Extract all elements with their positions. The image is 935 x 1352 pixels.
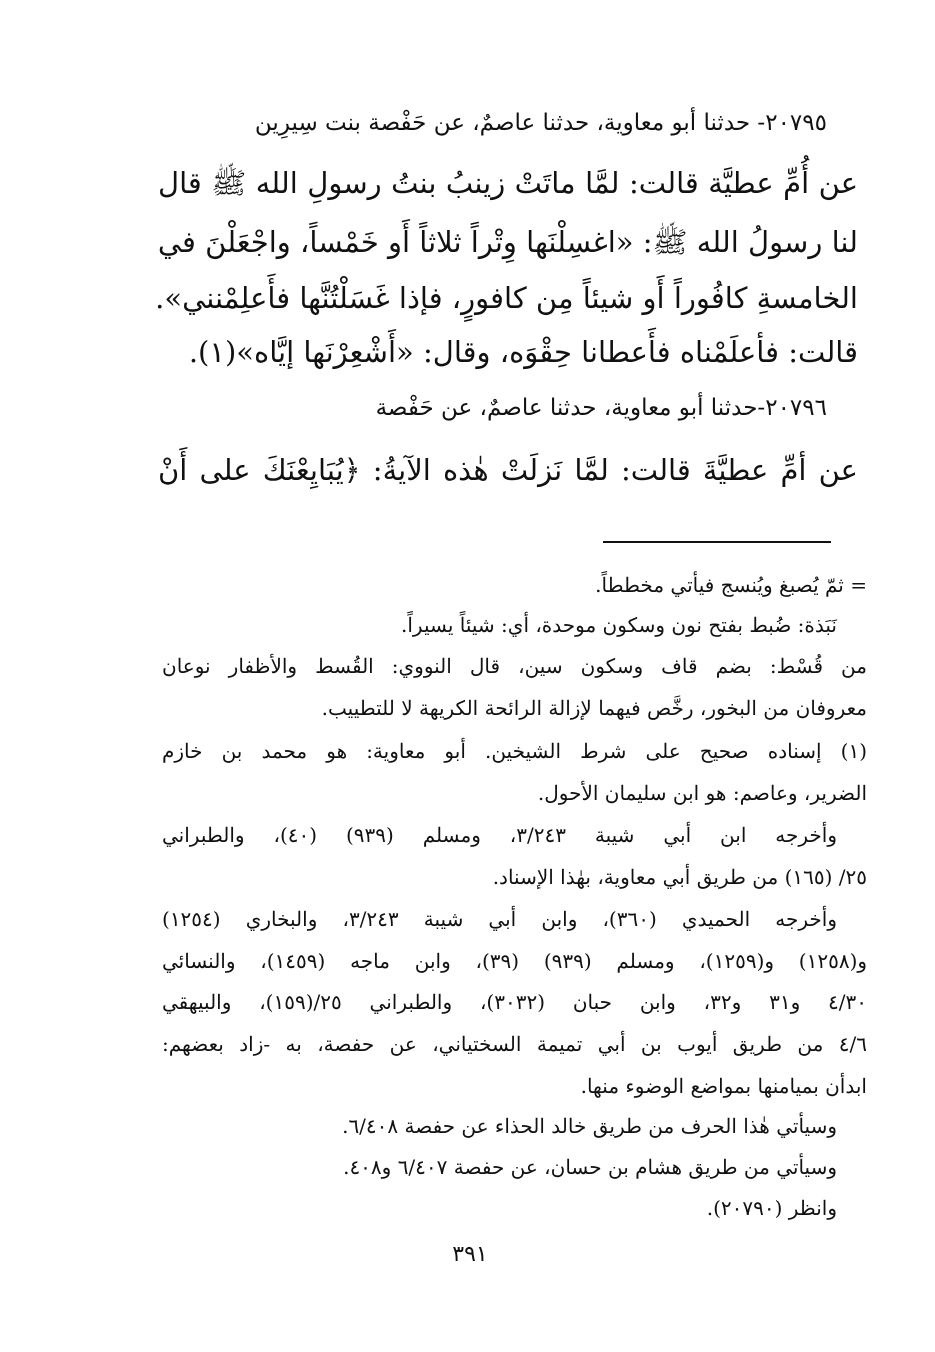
footnote-line-2: نَبَذة: ضُبط بفتح نون وسكون موحدة، أي: شيئاً يسيراً. (401, 613, 837, 637)
hadith-20795-line-2: لنا رسولُ الله ﷺ: «اغسِلْنَها وِتْراً ثلاثاً أَو خَمْساً، واجْعَلْنَ في (157, 225, 858, 259)
hadith-20795-line-1: عن أُمِّ عطيَّة قالت: لمَّا ماتَتْ زينبُ بنتُ رسولِ الله ﷺ قال (158, 166, 858, 200)
footnote-line-6: الضرير، وعاصم: هو ابن سليمان الأحول. (537, 781, 867, 805)
footnote-line-9: وأخرجه الحميدي (٣٦٠)، وابن أبي شيبة ٣/٢٤٣، والبخاري (١٢٥٤) (162, 907, 837, 931)
footnote-line-12: ٤/٦ من طريق أيوب بن أبي تميمة السختياني، عن حفصة، به -زاد بعضهم: (162, 1032, 867, 1056)
footnote-line-8: ٢٥/ (١٦٥) من طريق أبي معاوية، بهٰذا الإسناد. (492, 865, 867, 889)
footnote-line-1: = ثمّ يُصبغ ويُنسج فيأتي مخططاً. (595, 573, 867, 597)
footnote-line-16: وانظر (٢٠٧٩٠). (706, 1196, 837, 1220)
footnote-line-14: وسيأتي هٰذا الحرف من طريق خالد الحذاء عن حفصة ٦/٤٠٨. (342, 1114, 837, 1138)
hadith-20795-line-4: قالت: فأعلَمْناه فأَعطانا حِقْوَه، وقال: «أَشْعِرْنَها إيَّاه»(١). (188, 335, 858, 369)
footnote-line-4: معروفان من البخور، رخَّص فيهما لإزالة الرائحة الكريهة لا للتطييب. (321, 696, 867, 720)
footnote-line-13: ابدأن بميامنها بمواضع الوضوء منها. (580, 1074, 867, 1098)
hadith-20795-line-3: الخامسةِ كافُوراً أَو شيئاً مِن كافورٍ، فإذا غَسَلْتُنَّها فأَعلِمْنني». (155, 281, 858, 315)
footnote-line-15: وسيأتي من طريق هشام بن حسان، عن حفصة ٦/٤٠٧ و٤٠٨. (343, 1155, 837, 1179)
page-number: ٣٩١ (452, 1242, 488, 1267)
hadith-20795-chain: ٢٠٧٩٥- حدثنا أبو معاوية، حدثنا عاصمٌ، عن حَفْصة بنت سِيرِين (254, 110, 827, 136)
hadith-20796-line-1: عن أمِّ عطيَّةَ قالت: لمَّا نَزلَتْ هٰذه الآيةُ: ﴿يُبَايِعْنَكَ على أَنْ (158, 453, 858, 487)
hadith-20796-chain: ٢٠٧٩٦-حدثنا أبو معاوية، حدثنا عاصمٌ، عن حَفْصة (375, 395, 827, 421)
footnote-line-3: من قُسْط: بضم قاف وسكون سين، قال النووي: القُسط والأظفار نوعان (162, 654, 867, 678)
footnote-line-5: (١) إسناده صحيح على شرط الشيخين. أبو معاوية: هو محمد بن خازم (162, 739, 867, 763)
footnote-line-7: وأخرجه ابن أبي شيبة ٣/٢٤٣، ومسلم (٩٣٩) (٤٠)، والطبراني (162, 823, 837, 847)
footnote-line-10: و(١٢٥٨) و(١٢٥٩)، ومسلم (٩٣٩) (٣٩)، وابن ماجه (١٤٥٩)، والنسائي (162, 949, 868, 973)
footnote-line-11: ٤/٣٠ و٣١ و٣٢، وابن حبان (٣٠٣٢)، والطبراني ٢٥/(١٥٩)، والبيهقي (162, 990, 868, 1014)
footnote-divider (603, 541, 831, 543)
